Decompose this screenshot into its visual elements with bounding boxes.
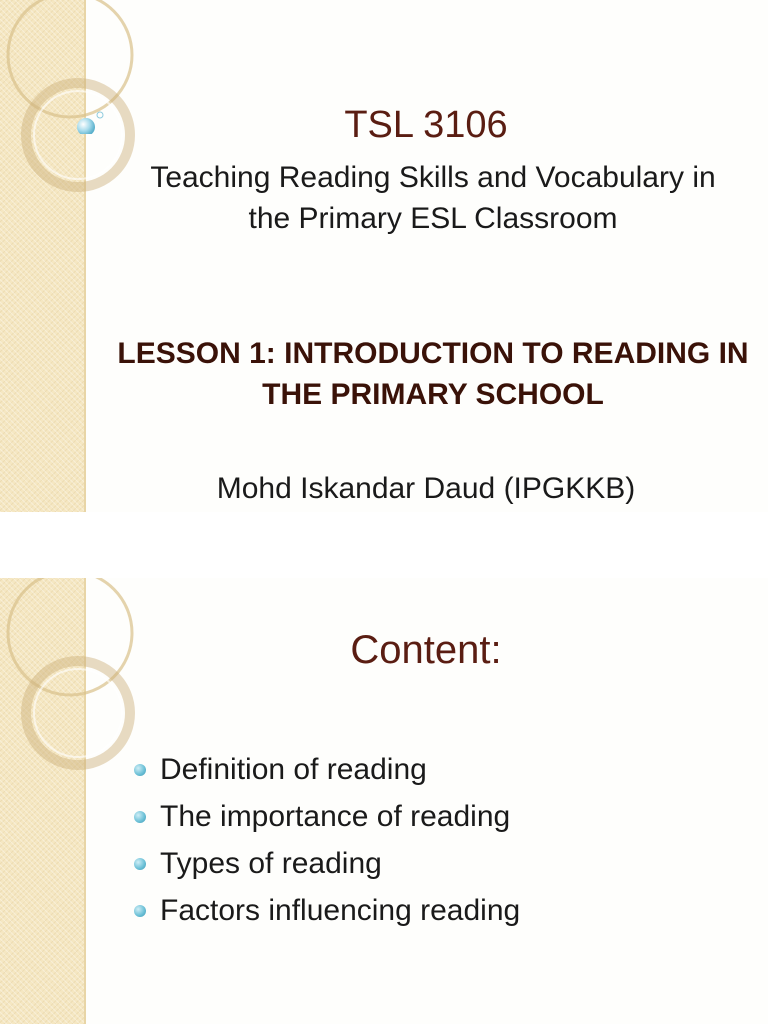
list-item — [134, 844, 520, 891]
lesson-heading: LESSON 1: INTRODUCTION TO READING IN THE PRIMARY SCHOOL — [117, 337, 749, 411]
slide-separator — [0, 512, 768, 578]
slide-title: TSL 3106 — [344, 104, 508, 146]
content-bullet-list — [134, 750, 520, 938]
author-name: Mohd Iskandar Daud (IPGKKB) — [216, 472, 636, 505]
list-item-text: Factors influencing reading — [160, 894, 521, 927]
course-subtitle: Teaching Reading Skills and Vocabulary in the Primary ESL Classroom — [150, 161, 716, 235]
list-item-text: Types of reading — [160, 847, 382, 880]
bullet-dot-icon — [134, 764, 146, 776]
decorative-rings-icon — [0, 0, 140, 512]
bullet-dot-icon — [134, 905, 146, 917]
decorative-side-band — [0, 578, 86, 1024]
content-title: Content: — [350, 628, 502, 672]
decorative-side-band — [0, 0, 86, 512]
bullet-dot-icon — [134, 811, 146, 823]
list-item — [134, 797, 520, 844]
bullet-dot-icon — [134, 858, 146, 870]
list-item-text: The importance of reading — [160, 800, 511, 833]
slide-2 — [0, 578, 768, 1024]
list-item — [134, 750, 520, 797]
list-item — [134, 891, 520, 938]
list-item-text: Definition of reading — [160, 753, 427, 786]
